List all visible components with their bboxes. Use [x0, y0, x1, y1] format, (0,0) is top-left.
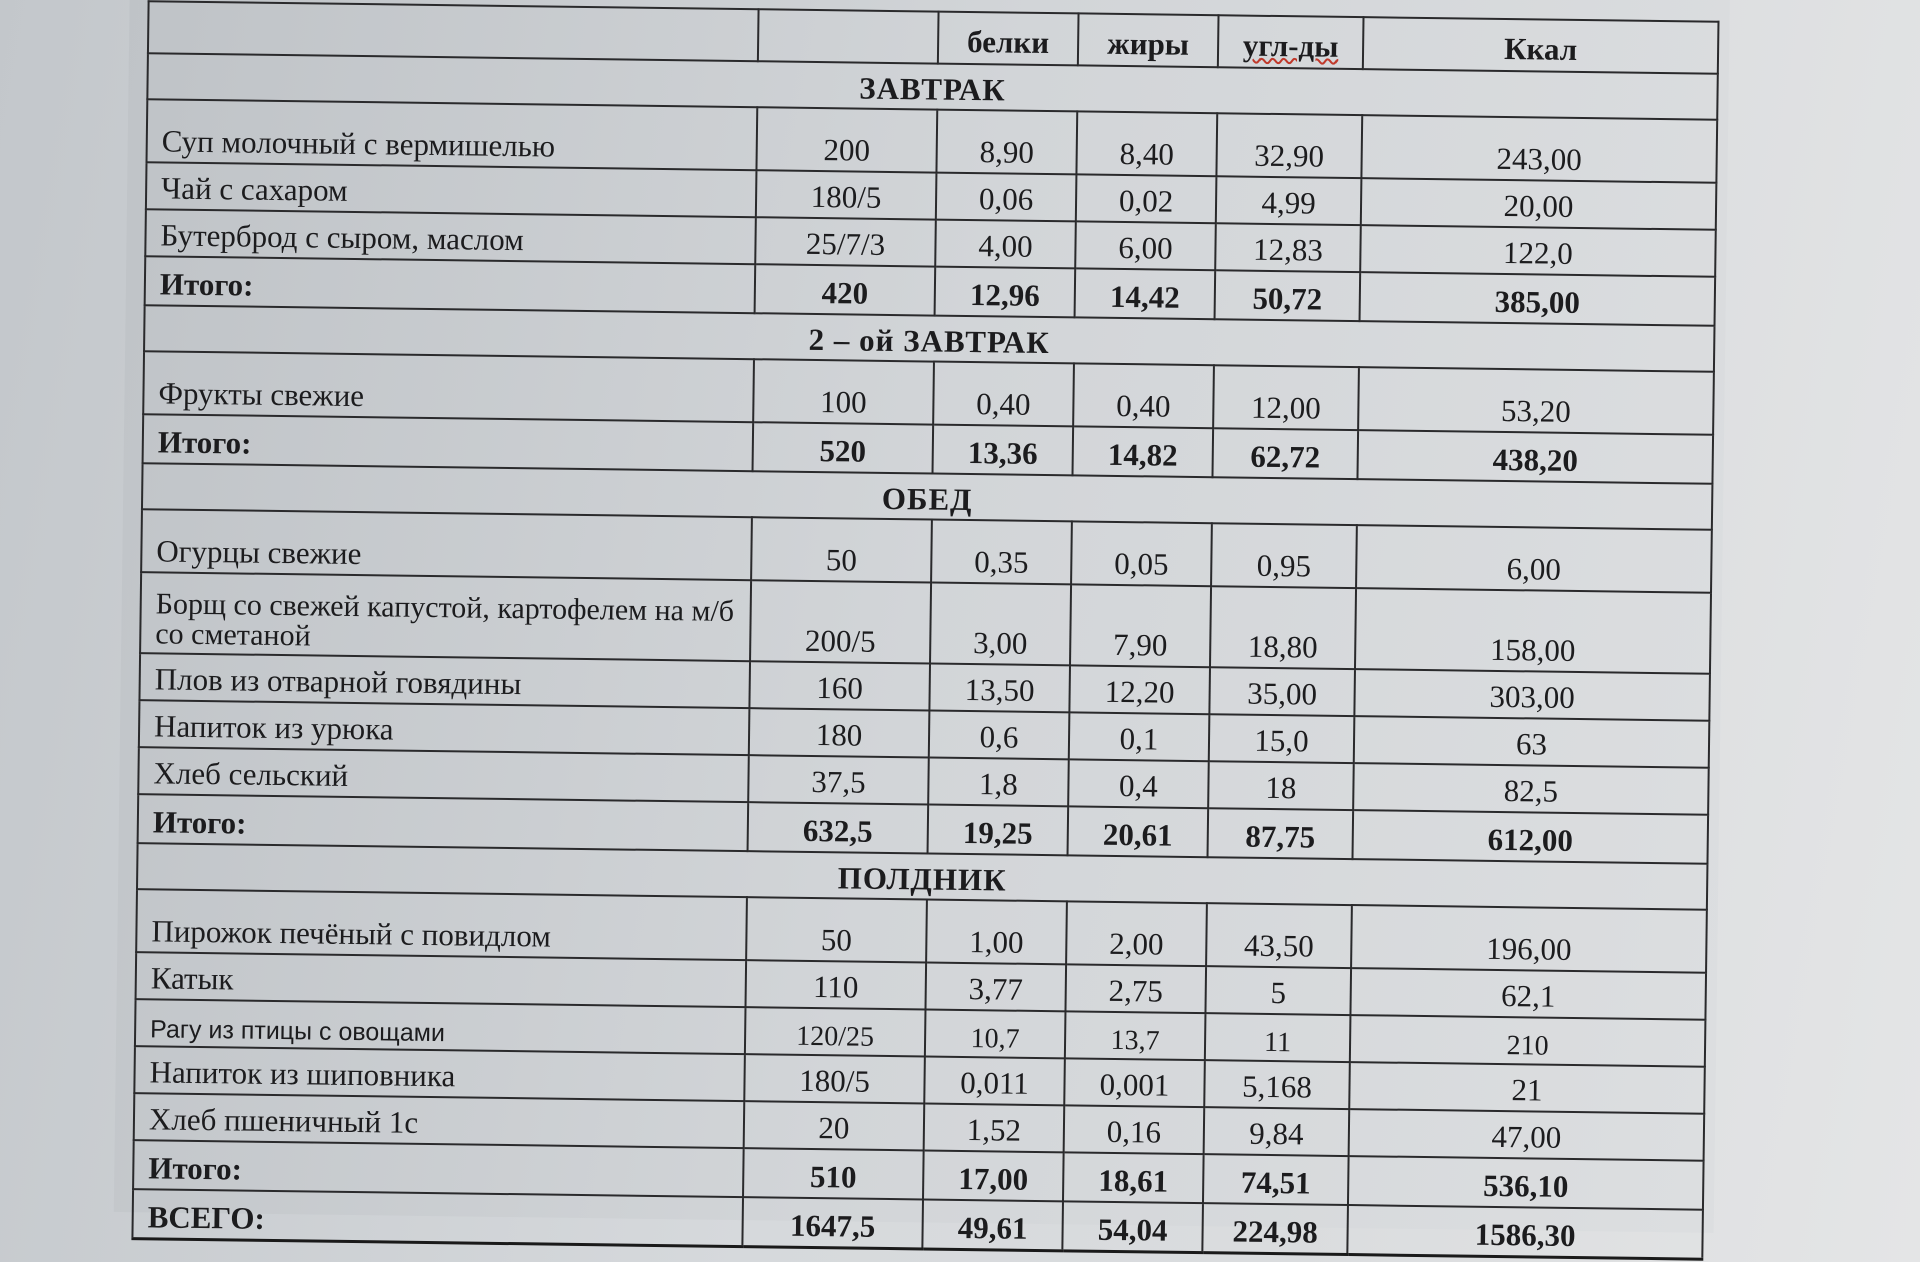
- grand-total-kcal: 1586,30: [1347, 1205, 1703, 1259]
- subtotal-protein: 13,36: [933, 425, 1074, 476]
- grand-total-fat: 54,04: [1062, 1201, 1203, 1252]
- header-qty-cell: [758, 9, 939, 63]
- grand-total-protein: 49,61: [922, 1199, 1063, 1250]
- dish-kcal: 6,00: [1356, 525, 1712, 593]
- subtotal-kcal: 385,00: [1360, 272, 1716, 326]
- dish-fat: 7,90: [1070, 584, 1211, 667]
- dish-qty: 25/7/3: [755, 217, 936, 266]
- dish-name: Суп молочный с вермишелью: [147, 99, 758, 170]
- subtotal-label: Итого:: [133, 1140, 744, 1197]
- dish-protein: 0,40: [933, 362, 1074, 427]
- dish-name: Пирожок печёный с повидлом: [136, 889, 747, 960]
- dish-protein: 13,50: [929, 664, 1070, 713]
- grand-total-qty: 1647,5: [742, 1197, 923, 1249]
- dish-kcal: 47,00: [1349, 1109, 1705, 1161]
- dish-qty: 50: [751, 517, 932, 582]
- dish-fat: 6,00: [1075, 221, 1216, 270]
- dish-carbs: 5,168: [1204, 1060, 1350, 1109]
- dish-carbs: 4,99: [1216, 176, 1362, 225]
- dish-name: Хлеб пшеничный 1с: [134, 1093, 745, 1148]
- dish-protein: 1,00: [926, 900, 1067, 965]
- subtotal-kcal: 612,00: [1352, 810, 1708, 864]
- dish-qty: 110: [746, 960, 927, 1009]
- dish-carbs: 43,50: [1206, 903, 1352, 968]
- dish-fat: 0,02: [1076, 174, 1217, 223]
- dish-protein: 0,6: [929, 711, 1070, 760]
- dish-kcal: 210: [1350, 1015, 1706, 1067]
- subtotal-protein: 12,96: [935, 267, 1076, 318]
- dish-qty: 120/25: [745, 1007, 926, 1056]
- section-title: ПОЛДНИК: [137, 843, 1707, 910]
- dish-protein: 3,77: [925, 963, 1066, 1012]
- dish-kcal: 122,0: [1360, 225, 1716, 277]
- subtotal-fat: 18,61: [1063, 1152, 1204, 1203]
- dish-fat: 0,001: [1064, 1058, 1205, 1107]
- dish-qty: 50: [746, 897, 927, 962]
- subtotal-qty: 520: [753, 422, 934, 473]
- section-title: ОБЕД: [142, 463, 1712, 530]
- dish-qty: 180/5: [744, 1054, 925, 1103]
- subtotal-label: Итого:: [145, 256, 756, 313]
- dish-carbs: 12,83: [1215, 223, 1361, 272]
- dish-fat: 0,1: [1069, 712, 1210, 761]
- dish-kcal: 196,00: [1351, 905, 1707, 973]
- dish-fat: 0,16: [1064, 1105, 1205, 1154]
- subtotal-kcal: 438,20: [1357, 430, 1713, 484]
- dish-protein: 1,8: [928, 758, 1069, 807]
- dish-kcal: 158,00: [1355, 588, 1711, 674]
- dish-carbs: 9,84: [1204, 1107, 1350, 1156]
- dish-name: Катык: [136, 952, 747, 1007]
- dish-qty: 160: [749, 661, 930, 710]
- dish-fat: 13,7: [1065, 1011, 1206, 1060]
- dish-carbs: 5: [1205, 966, 1351, 1015]
- dish-kcal: 243,00: [1361, 115, 1717, 183]
- dish-name: Бутерброд с сыром, маслом: [145, 209, 756, 264]
- dish-name: Огурцы свежие: [141, 509, 752, 580]
- subtotal-fat: 14,82: [1072, 426, 1213, 477]
- dish-name: Хлеб сельский: [138, 747, 749, 802]
- dish-protein: 0,35: [931, 520, 1072, 585]
- dish-protein: 1,52: [924, 1103, 1065, 1152]
- dish-carbs: 12,00: [1213, 365, 1359, 430]
- dish-carbs: 35,00: [1209, 667, 1355, 716]
- dish-protein: 4,00: [935, 220, 1076, 269]
- section-title: 2 – ой ЗАВТРАК: [144, 305, 1714, 372]
- dish-kcal: 63: [1354, 716, 1710, 768]
- header-protein: белки: [938, 12, 1079, 66]
- dish-protein: 10,7: [925, 1010, 1066, 1059]
- dish-name: Напиток из урюка: [139, 700, 750, 755]
- dish-protein: 3,00: [930, 583, 1071, 666]
- dish-qty: 100: [753, 359, 934, 424]
- dish-qty: 20: [744, 1101, 925, 1150]
- dish-protein: 0,011: [924, 1056, 1065, 1105]
- dish-fat: 0,4: [1068, 759, 1209, 808]
- subtotal-qty: 632,5: [748, 802, 929, 853]
- dish-fat: 0,05: [1071, 521, 1212, 586]
- dish-carbs: 11: [1205, 1013, 1351, 1062]
- dish-qty: 200: [756, 107, 937, 172]
- subtotal-fat: 14,42: [1075, 268, 1216, 319]
- header-carbs: [1218, 15, 1364, 69]
- dish-qty: 37,5: [748, 755, 929, 804]
- subtotal-label: Итого:: [143, 414, 754, 471]
- dish-kcal: 53,20: [1358, 367, 1714, 435]
- header-fat: жиры: [1078, 13, 1219, 67]
- subtotal-carbs: 50,72: [1215, 270, 1361, 321]
- dish-name: Плов из отварной говядины: [139, 653, 750, 708]
- header-carbs-label: угл-ды: [1242, 28, 1339, 65]
- subtotal-kcal: 536,10: [1348, 1156, 1704, 1210]
- subtotal-carbs: 87,75: [1208, 808, 1354, 859]
- dish-fat: 2,75: [1065, 964, 1206, 1013]
- dish-protein: 0,06: [936, 173, 1077, 222]
- dish-kcal: 20,00: [1361, 178, 1717, 230]
- dish-qty: 180: [749, 708, 930, 757]
- dish-carbs: 15,0: [1209, 714, 1355, 763]
- dish-name: Борщ со свежей капустой, картофелем на м/б со сметаной: [140, 572, 751, 661]
- dish-kcal: 303,00: [1354, 669, 1710, 721]
- dish-fat: 12,20: [1069, 665, 1210, 714]
- nutrition-table: [131, 0, 1719, 1260]
- dish-name: Фрукты свежие: [143, 351, 754, 422]
- dish-name: Чай с сахаром: [146, 162, 757, 217]
- header-name-cell: [148, 1, 759, 61]
- dish-qty: 180/5: [756, 170, 937, 219]
- subtotal-carbs: 62,72: [1212, 428, 1358, 479]
- dish-carbs: 0,95: [1211, 523, 1357, 588]
- dish-fat: 2,00: [1066, 901, 1207, 966]
- subtotal-protein: 17,00: [923, 1150, 1064, 1201]
- document-page: [114, 0, 1730, 1254]
- subtotal-fat: 20,61: [1068, 806, 1209, 857]
- dish-kcal: 82,5: [1353, 763, 1709, 815]
- subtotal-carbs: 74,51: [1203, 1154, 1349, 1205]
- dish-name: Напиток из шиповника: [134, 1046, 745, 1101]
- grand-total-label: ВСЕГО:: [132, 1189, 743, 1246]
- dish-kcal: 21: [1349, 1062, 1705, 1114]
- dish-fat: 8,40: [1076, 111, 1217, 176]
- subtotal-label: Итого:: [138, 794, 749, 851]
- dish-fat: 0,40: [1073, 363, 1214, 428]
- dish-name: Рагу из птицы с овощами: [135, 999, 746, 1054]
- section-title: ЗАВТРАК: [147, 53, 1717, 120]
- dish-qty: 200/5: [750, 580, 931, 663]
- subtotal-protein: 19,25: [928, 805, 1069, 856]
- dish-kcal: 62,1: [1350, 968, 1706, 1020]
- subtotal-qty: 510: [743, 1148, 924, 1199]
- dish-carbs: 18: [1208, 761, 1354, 810]
- header-kcal: Ккал: [1363, 17, 1719, 74]
- subtotal-qty: 420: [755, 264, 936, 315]
- dish-protein: 8,90: [936, 110, 1077, 175]
- dish-carbs: 18,80: [1210, 586, 1356, 669]
- dish-carbs: 32,90: [1216, 113, 1362, 178]
- grand-total-carbs: 224,98: [1202, 1203, 1348, 1254]
